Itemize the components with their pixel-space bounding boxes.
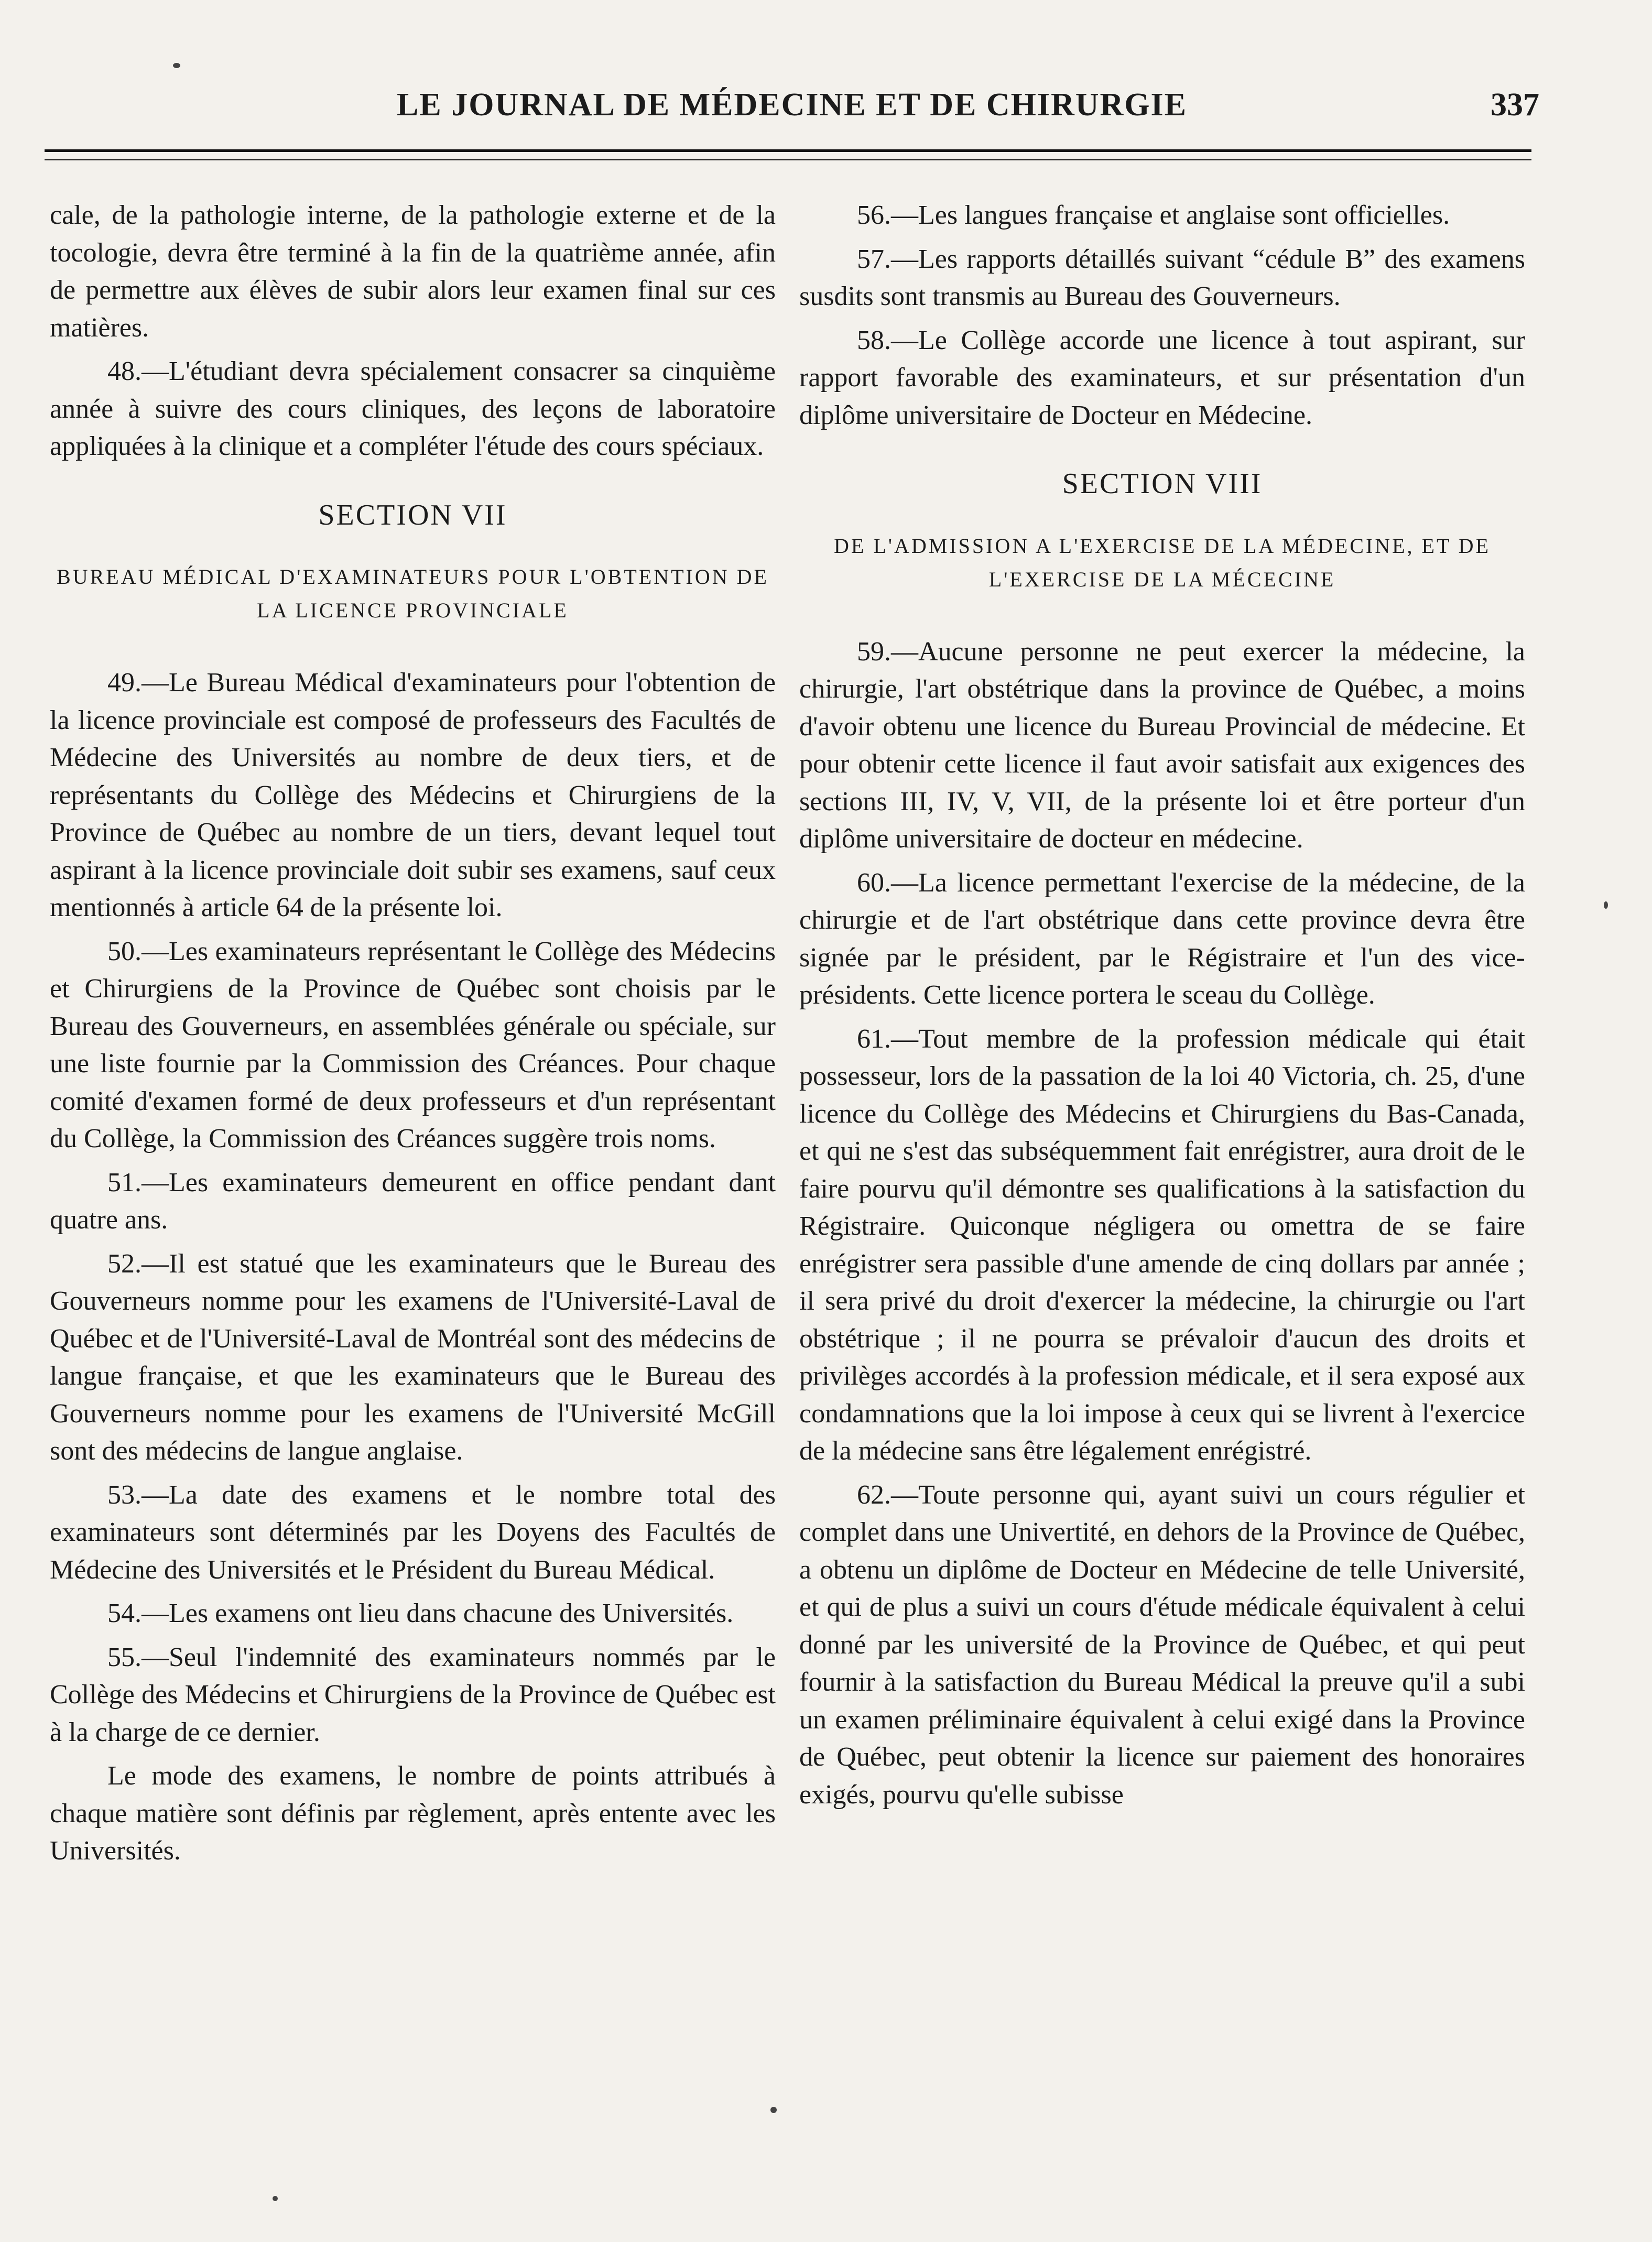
section-vii-title: SECTION VII [318,498,507,531]
paragraph-52: 52.—Il est statué que les examinateurs que le Bureau des Gouverneurs nomme pour les examens de l'Université-Laval de Québec et de l'Université-Laval de Montréal sont des médecins de langue française, et que les examinateurs que le Bureau des Gouverneurs nomme pour les examens de l'Université McGill sont des médecins de langue anglaise. [50,1248,776,1466]
paragraph-continued: cale, de la pathologie interne, de la pathologie externe et de la tocologie, devra être terminé à la fin de la quatrième année, afin de permettre aux élèves de subir alors leur examen final sur ces matières. [50,200,776,343]
left-column [50,197,776,1876]
print-speck [173,63,180,68]
paragraph-53: 53.—La date des examens et le nombre total des examinateurs sont déterminés par les Doyens des Facultés de Médecine des Universités et le Président du Bureau Médical. [50,1479,776,1585]
paragraph-55: 55.—Seul l'indemnité des examinateurs nommés par le Collège des Médecins et Chirurgiens de la Province de Québec est à la charge de ce dernier. [50,1642,776,1747]
paragraph-61: 61.—Tout membre de la profession médicale qui était possesseur, lors de la passation de la loi 40 Victoria, ch. 25, d'une licence du Collège des Médecins et Chirurgiens du Bas-Canada, et qui ne s'est das subséquemment fait enrégistrer, aura droit de le faire pourvu qu'il démontre ses qualifications à la satisfaction du Régistraire. Quiconque négligera ou omettra de se faire enrégistrer sera passible d'une amende de cinq dollars par année ; il sera privé du droit d'exercer la médecine, la chirurgie ou l'art obstétrique ; il ne pourra se prévaloir d'aucun des droits et privilèges accordés à la profession médicale, et il sera exposé aux condamnations que la loi impose à ceux qui se livrent à l'exercice de la médecine sans être légalement enrégistré. [799,1024,1525,1466]
paragraph-56: 56.—Les langues française et anglaise sont officielles. [857,200,1450,230]
paragraph-62: 62.—Toute personne qui, ayant suivi un cours régulier et complet dans une Univertité, en dehors de la Province de Québec, a obtenu un diplôme de Docteur en Médecine de telle Université, et qui de plus a suivi un cours d'étude médicale équivalent à celui donné par les université de la Province de Québec, et qui peut fournir à la satisfaction du Bureau Médical la preuve qu'il a subi un examen préliminaire équivalent à celui exigé dans la Province de Québec, peut obtenir la licence sur paiement des honoraires exigés, pourvu qu'elle subisse [799,1479,1525,1810]
paragraph-48: 48.—L'étudiant devra spécialement consacrer sa cinquième année à suivre des cours cliniques, des leçons de laboratoire appliquées à la clinique et a compléter l'étude des cours spéciaux. [50,356,776,461]
header-double-rule [45,149,1531,160]
paragraph-mode-examens: Le mode des examens, le nombre de points attribués à chaque matière sont définis par règlement, après entente avec les Universités. [50,1761,776,1866]
print-speck [1604,901,1608,909]
print-speck [273,2196,278,2201]
paragraph-50: 50.—Les examinateurs représentant le Collège des Médecins et Chirurgiens de la Province de Québec sont choisis par le Bureau des Gouverneurs, en assemblées générale ou spéciale, sur une liste fournie par la Commission des Créances. Pour chaque comité d'examen formé de deux professeurs et d'un représentant du Collège, la Commission des Créances suggère trois noms. [50,936,776,1153]
section-viii-title: SECTION VIII [1062,467,1263,500]
paragraph-58: 58.—Le Collège accorde une licence à tout aspirant, sur rapport favorable des examinateurs, et sur présentation d'un diplôme universitaire de Docteur en Médecine. [799,325,1525,430]
print-speck [770,2107,777,2113]
journal-title: LE JOURNAL DE MÉDECINE ET DE CHIRURGIE [397,87,1187,123]
running-header [45,86,1539,134]
right-column [799,197,1525,1820]
paragraph-54: 54.—Les examens ont lieu dans chacune des Universités. [107,1598,734,1628]
page-number: 337 [1491,87,1539,123]
section-vii-subtitle: BUREAU MÉDICAL D'EXAMINATEURS POUR L'OBTENTION DE LA LICENCE PROVINCIALE [57,565,769,622]
section-viii-subtitle: DE L'ADMISSION A L'EXERCISE DE LA MÉDECINE, ET DE L'EXERCISE DE LA MÉCECINE [834,534,1491,591]
paragraph-57: 57.—Les rapports détaillés suivant “cédule B” des examens susdits sont transmis au Bureau des Gouverneurs. [799,244,1525,311]
paragraph-59: 59.—Aucune personne ne peut exercer la médecine, la chirurgie, l'art obstétrique dans la province de Québec, a moins d'avoir obtenu une licence du Bureau Provincial de médecine. Et pour obtenir cette licence il faut avoir satisfait aux exigences des sections III, IV, V, VII, de la présente loi et être porteur d'un diplôme universitaire de docteur en médecine. [799,636,1525,854]
paragraph-60: 60.—La licence permettant l'exercise de la médecine, de la chirurgie et de l'art obstétrique dans cette province devra être signée par le président, par le Régistraire et l'un des vice-présidents. Cette licence portera le sceau du Collège. [799,867,1525,1010]
paragraph-51: 51.—Les examinateurs demeurent en office pendant dant quatre ans. [50,1167,776,1235]
paragraph-49: 49.—Le Bureau Médical d'examinateurs pour l'obtention de la licence provinciale est composé de professeurs des Facultés de Médecine des Universités au nombre de deux tiers, et de représentants du Collège des Médecins et Chirurgiens de la Province de Québec au nombre de un tiers, devant lequel tout aspirant à la licence provinciale doit subir ses examens, sauf ceux mentionnés à article 64 de la présente loi. [50,668,776,922]
